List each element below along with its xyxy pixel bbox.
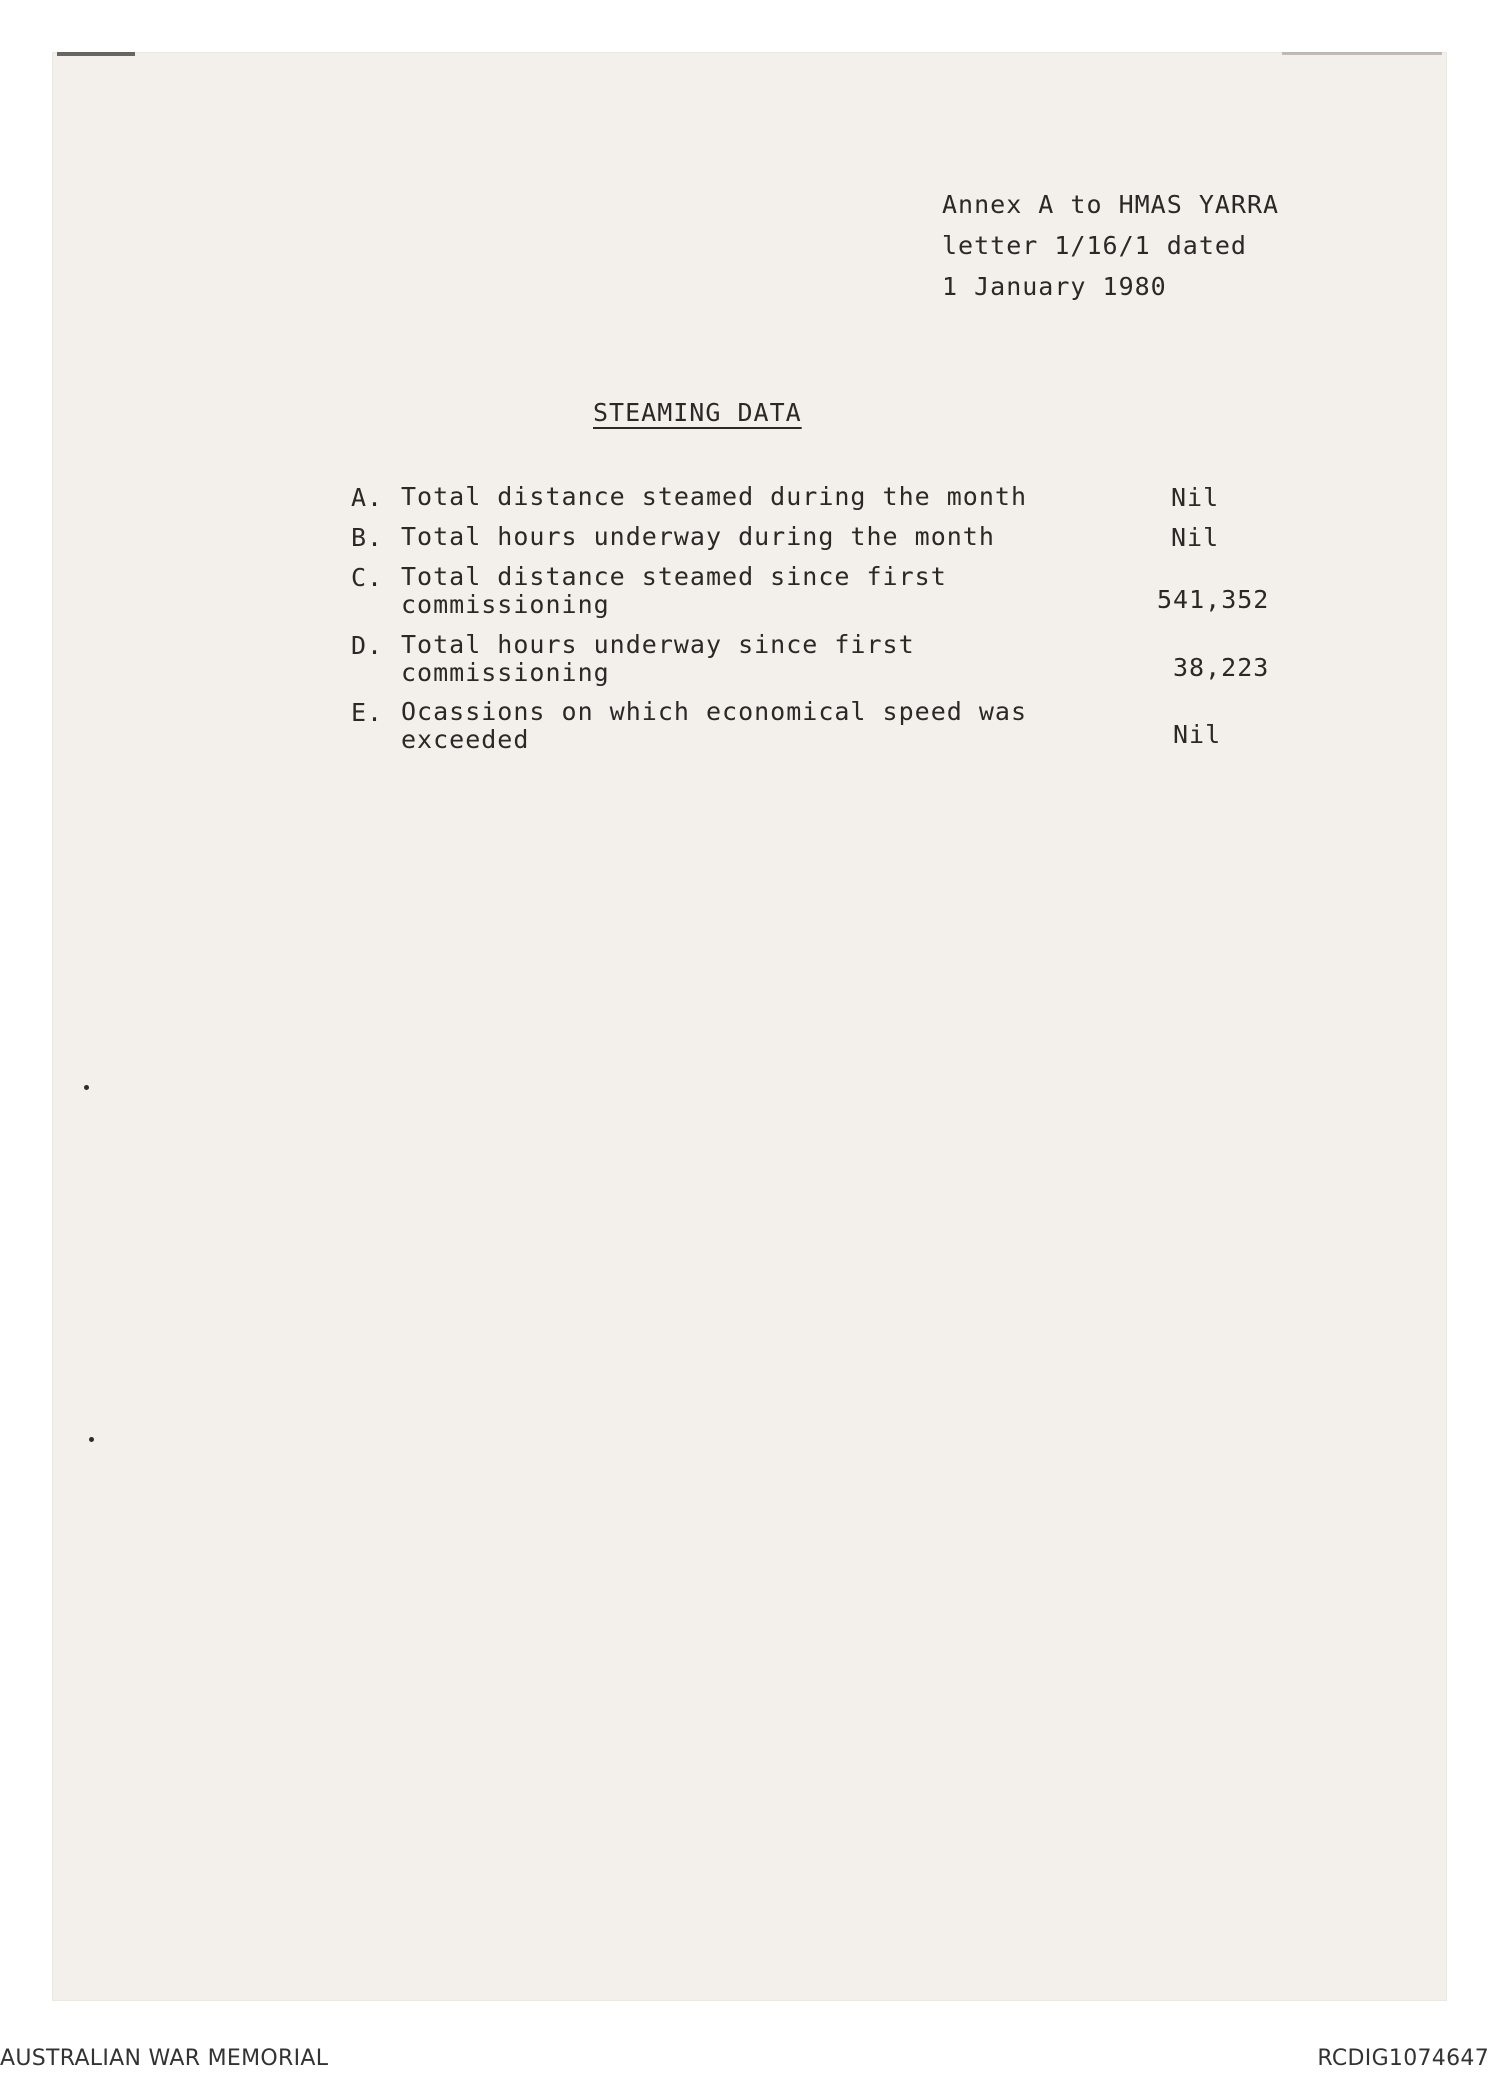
footer-record-id: RCDIG1074647 xyxy=(1317,2046,1489,2071)
item-value: Nil xyxy=(1173,720,1222,749)
item-description xyxy=(401,523,1061,551)
item-letter: A. xyxy=(351,483,384,512)
item-letter: C. xyxy=(351,563,384,592)
annex-line-3: 1 January 1980 xyxy=(942,272,1167,301)
item-letter: E. xyxy=(351,698,384,727)
item-description xyxy=(401,483,1061,511)
item-description xyxy=(401,698,1061,754)
item-description xyxy=(401,563,1061,619)
annex-line-1: Annex A to HMAS YARRA xyxy=(942,190,1280,219)
document-title: STEAMING DATA xyxy=(593,398,802,427)
item-line: Total hours underway since first xyxy=(401,630,915,659)
footer-archive-name: AUSTRALIAN WAR MEMORIAL xyxy=(0,2046,329,2071)
item-line: exceeded xyxy=(401,725,530,754)
item-value: Nil xyxy=(1171,523,1220,552)
item-letter: B. xyxy=(351,523,384,552)
scan-edge-mark-right xyxy=(1282,52,1442,55)
item-line: Total distance steamed since first xyxy=(401,562,947,591)
annex-line-2: letter 1/16/1 dated xyxy=(942,231,1247,260)
item-line: commissioning xyxy=(401,658,610,687)
item-letter: D. xyxy=(351,631,384,660)
item-description xyxy=(401,631,1061,687)
item-value: 38,223 xyxy=(1173,653,1270,682)
paper-speck xyxy=(84,1085,89,1090)
item-value: 541,352 xyxy=(1157,585,1270,614)
item-line: Ocassions on which economical speed was xyxy=(401,697,1027,726)
item-value: Nil xyxy=(1171,483,1220,512)
annex-reference xyxy=(942,184,1279,307)
item-line: Total distance steamed during the month xyxy=(401,482,1027,511)
paper-sheet xyxy=(53,53,1446,2000)
item-line: commissioning xyxy=(401,590,610,619)
paper-speck xyxy=(89,1437,94,1442)
item-line: Total hours underway during the month xyxy=(401,522,995,551)
scan-edge-mark xyxy=(57,52,135,56)
